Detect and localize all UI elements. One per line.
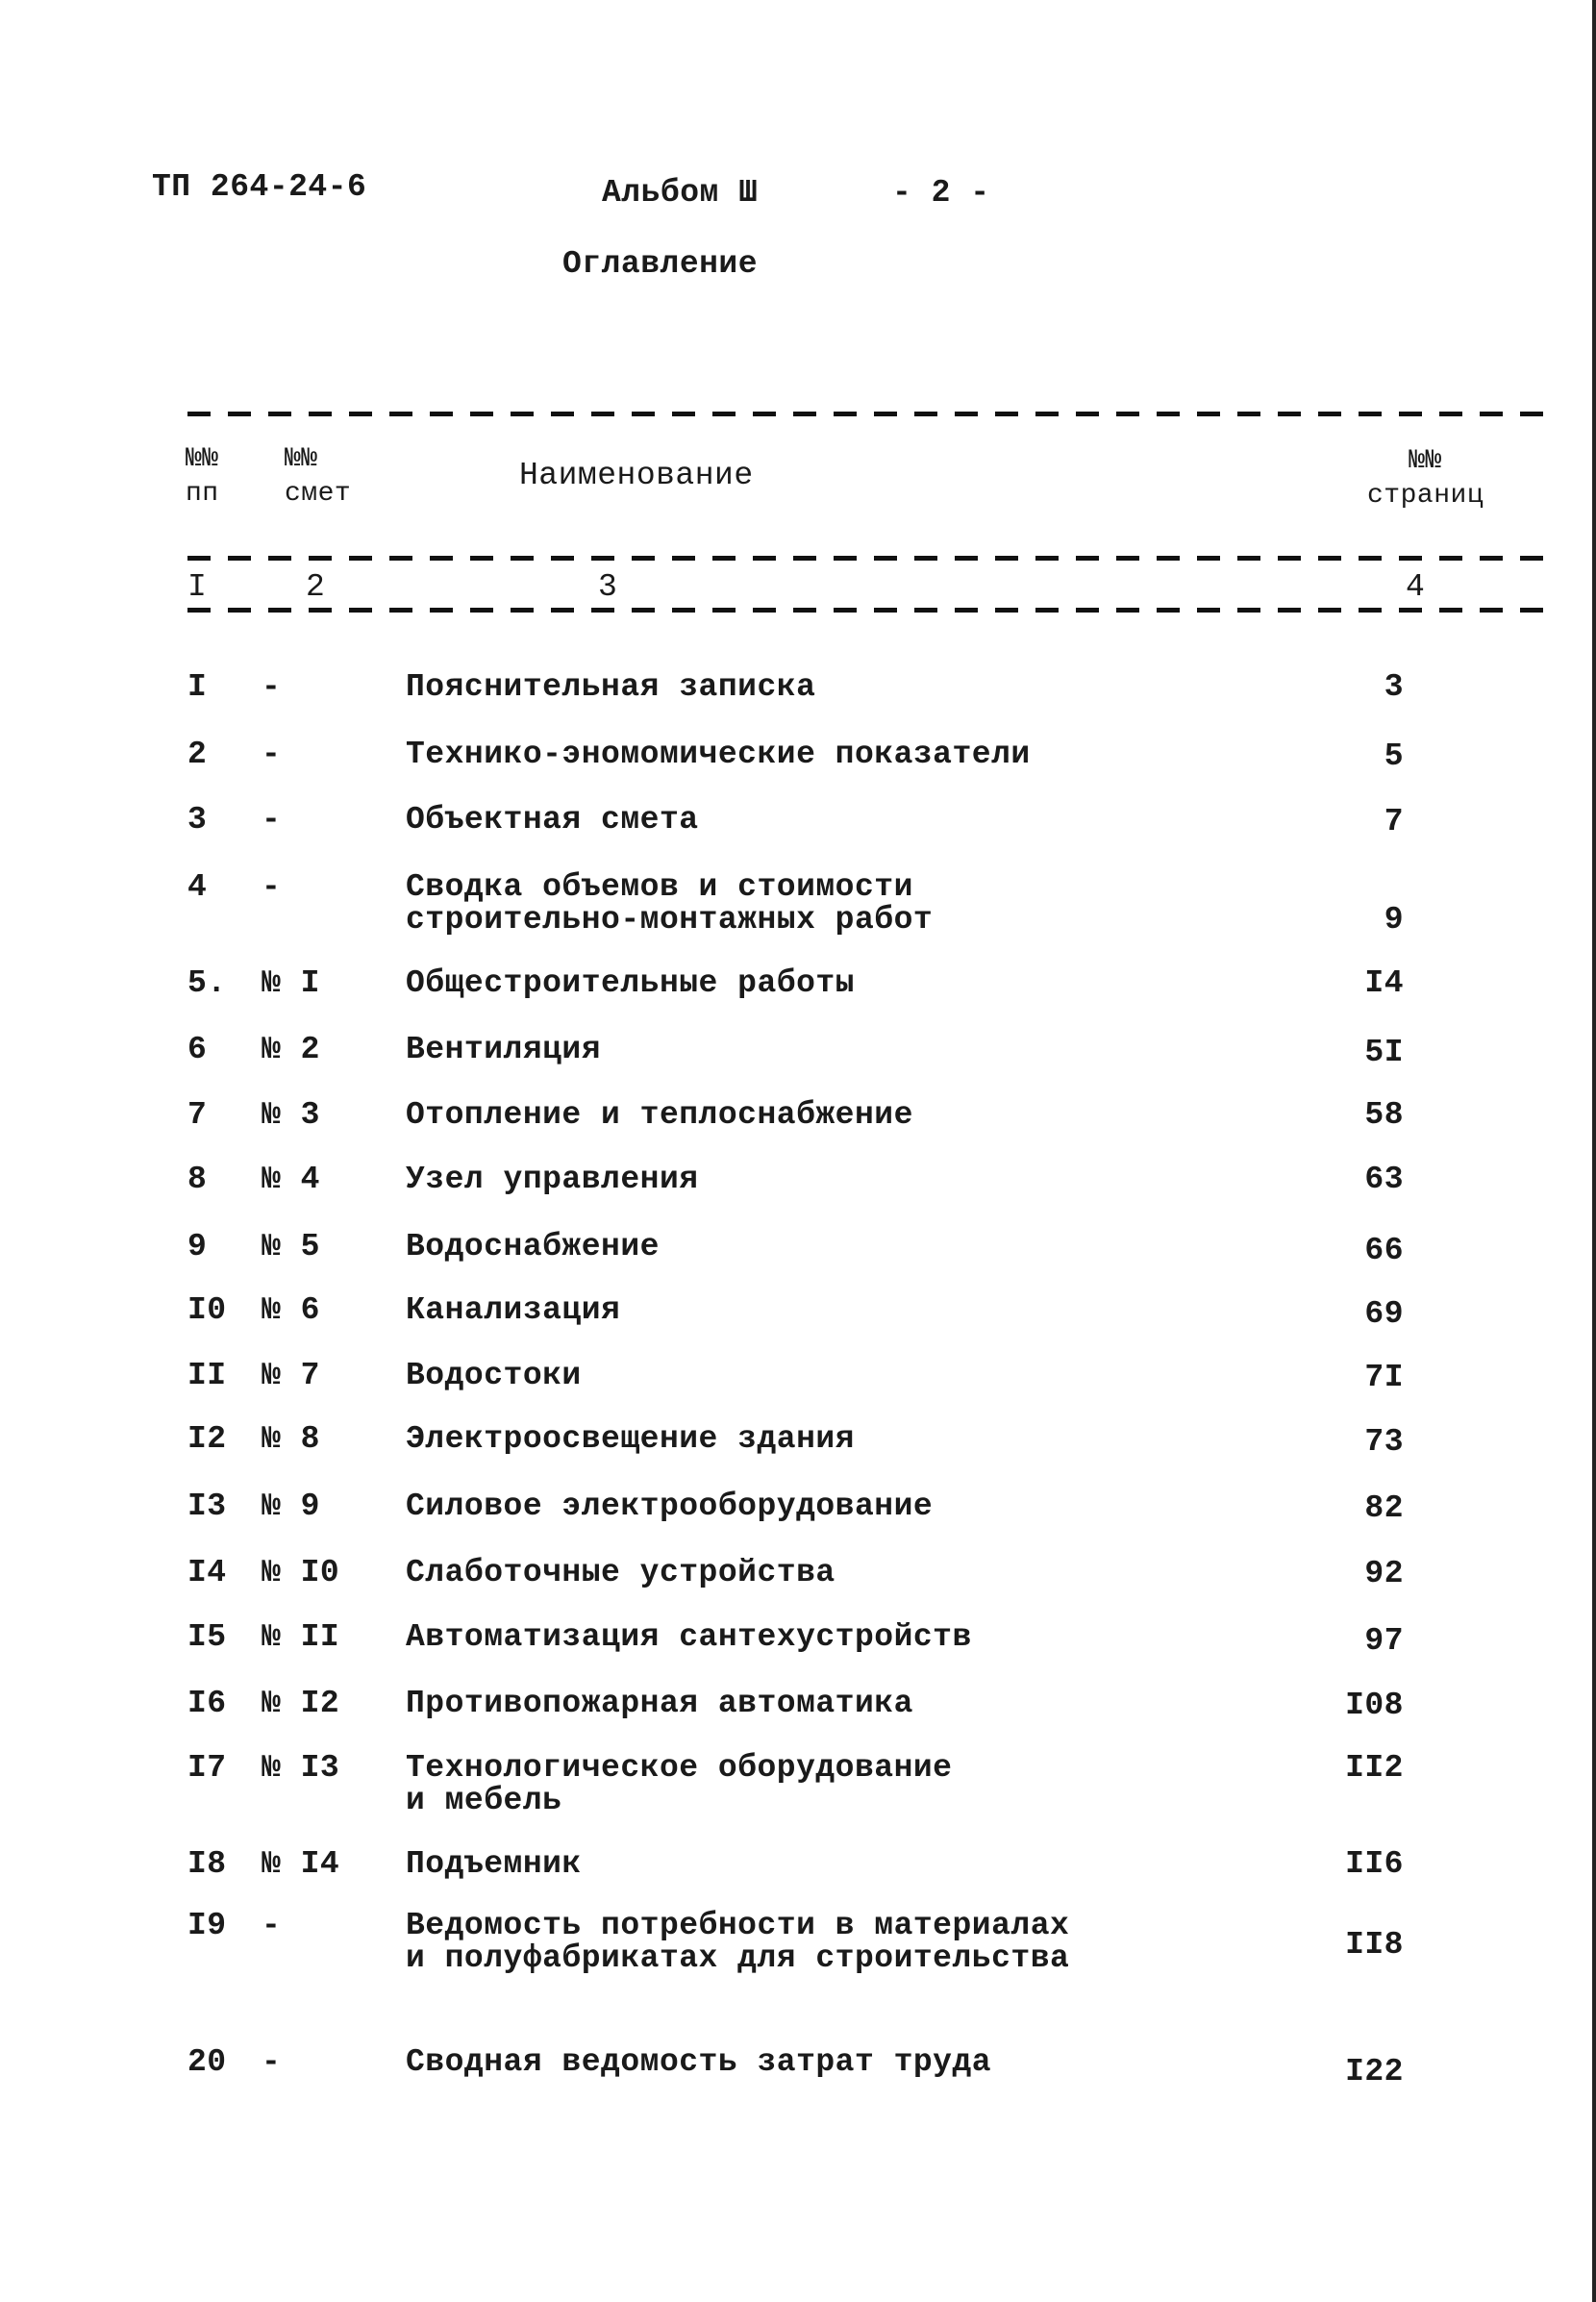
estimate-number: № I2 xyxy=(262,1686,340,1721)
estimate-number: № 4 xyxy=(262,1162,320,1197)
row-title: Подъемник xyxy=(406,1846,582,1882)
estimate-number: № I xyxy=(262,965,320,1001)
divider xyxy=(187,412,1548,416)
estimate-number: № I3 xyxy=(262,1750,340,1786)
row-title: Ведомость потребности в материалах и полуфабрикатах для строительства xyxy=(406,1908,1070,1976)
page-ref: 58 xyxy=(1364,1097,1404,1133)
row-title: Силовое электрооборудование xyxy=(406,1489,934,1524)
estimate-number: № I4 xyxy=(262,1846,340,1882)
row-number: 9 xyxy=(187,1229,208,1264)
row-title: Автоматизация сантехустройств xyxy=(406,1619,972,1655)
row-title: Сводная ведомость затрат труда xyxy=(406,2044,992,2080)
column-header-smeta: №№ смет xyxy=(285,444,352,509)
row-number: 8 xyxy=(187,1162,208,1197)
scan-edge xyxy=(1592,0,1596,2302)
row-title: Слаботочные устройства xyxy=(406,1555,835,1590)
row-number: I6 xyxy=(187,1686,227,1721)
page-ref: 73 xyxy=(1364,1424,1404,1460)
estimate-number: - xyxy=(262,802,282,838)
page-number: - 2 - xyxy=(892,175,990,211)
column-number-1: I xyxy=(187,569,208,605)
album-label: Альбом Ш xyxy=(602,175,759,211)
divider xyxy=(187,608,1548,613)
row-title: Канализация xyxy=(406,1292,621,1328)
row-title: Технологическое оборудование и мебель xyxy=(406,1750,953,1818)
estimate-number: № 5 xyxy=(262,1229,320,1264)
page-ref: II2 xyxy=(1345,1750,1404,1786)
row-number: I7 xyxy=(187,1750,227,1786)
estimate-number: № 6 xyxy=(262,1292,320,1328)
estimate-number: - xyxy=(262,869,282,905)
column-header-pages: №№ страниц xyxy=(1367,446,1484,511)
row-title: Электроосвещение здания xyxy=(406,1421,855,1457)
estimate-number: № 8 xyxy=(262,1421,320,1457)
row-title: Общестроительные работы xyxy=(406,965,855,1001)
estimate-number: - xyxy=(262,737,282,772)
row-title: Водостоки xyxy=(406,1358,582,1393)
divider xyxy=(187,556,1548,561)
page-ref: 5 xyxy=(1384,738,1404,774)
page-ref: 63 xyxy=(1364,1162,1404,1197)
page-ref: 69 xyxy=(1364,1296,1404,1332)
row-title: Технико-эномомические показатели xyxy=(406,737,1031,772)
page-ref: 97 xyxy=(1364,1623,1404,1659)
estimate-number: - xyxy=(262,669,282,705)
row-number: I2 xyxy=(187,1421,227,1457)
page-ref: I08 xyxy=(1345,1688,1404,1723)
estimate-number: № 2 xyxy=(262,1032,320,1067)
row-title: Сводка объемов и стоимости строительно-монтажных работ xyxy=(406,869,934,938)
column-number-3: 3 xyxy=(598,569,618,605)
row-number: I5 xyxy=(187,1619,227,1655)
page-ref: 82 xyxy=(1364,1490,1404,1526)
row-number: 3 xyxy=(187,802,208,838)
row-number: II xyxy=(187,1358,227,1393)
row-number: 4 xyxy=(187,869,208,905)
page-ref: 9 xyxy=(1384,902,1404,938)
column-number-4: 4 xyxy=(1406,569,1426,605)
row-title: Водоснабжение xyxy=(406,1229,660,1264)
page-ref: II6 xyxy=(1345,1846,1404,1882)
page-ref: 66 xyxy=(1364,1233,1404,1268)
page-ref: II8 xyxy=(1345,1927,1404,1963)
row-number: 7 xyxy=(187,1097,208,1133)
column-header-name: Наименование xyxy=(519,458,754,493)
row-title: Пояснительная записка xyxy=(406,669,816,705)
estimate-number: № I0 xyxy=(262,1555,340,1590)
row-number: I8 xyxy=(187,1846,227,1882)
row-title: Вентиляция xyxy=(406,1032,602,1067)
page-title: Оглавление xyxy=(562,246,759,282)
page-ref: 3 xyxy=(1384,669,1404,705)
page-ref: 7 xyxy=(1384,804,1404,839)
page-ref: I4 xyxy=(1364,965,1404,1001)
estimate-number: - xyxy=(262,1908,282,1943)
estimate-number: № 3 xyxy=(262,1097,320,1133)
row-number: 6 xyxy=(187,1032,208,1067)
row-number: I xyxy=(187,669,208,705)
row-number: 2 xyxy=(187,737,208,772)
row-number: I0 xyxy=(187,1292,227,1328)
page-ref: 7I xyxy=(1364,1360,1404,1395)
row-number: I9 xyxy=(187,1908,227,1943)
page-ref: 92 xyxy=(1364,1556,1404,1591)
row-title: Противопожарная автоматика xyxy=(406,1686,913,1721)
row-number: 20 xyxy=(187,2044,227,2080)
column-header-num: №№ пп xyxy=(186,444,219,509)
estimate-number: - xyxy=(262,2044,282,2080)
row-number: I3 xyxy=(187,1489,227,1524)
estimate-number: № II xyxy=(262,1619,340,1655)
document-code: ТП 264-24-6 xyxy=(152,169,367,205)
page-ref: 5I xyxy=(1364,1035,1404,1070)
row-title: Отопление и теплоснабжение xyxy=(406,1097,913,1133)
row-title: Узел управления xyxy=(406,1162,699,1197)
row-title: Объектная смета xyxy=(406,802,699,838)
column-number-2: 2 xyxy=(306,569,326,605)
estimate-number: № 7 xyxy=(262,1358,320,1393)
row-number: I4 xyxy=(187,1555,227,1590)
estimate-number: № 9 xyxy=(262,1489,320,1524)
row-number: 5. xyxy=(187,965,227,1001)
page-ref: I22 xyxy=(1345,2054,1404,2089)
